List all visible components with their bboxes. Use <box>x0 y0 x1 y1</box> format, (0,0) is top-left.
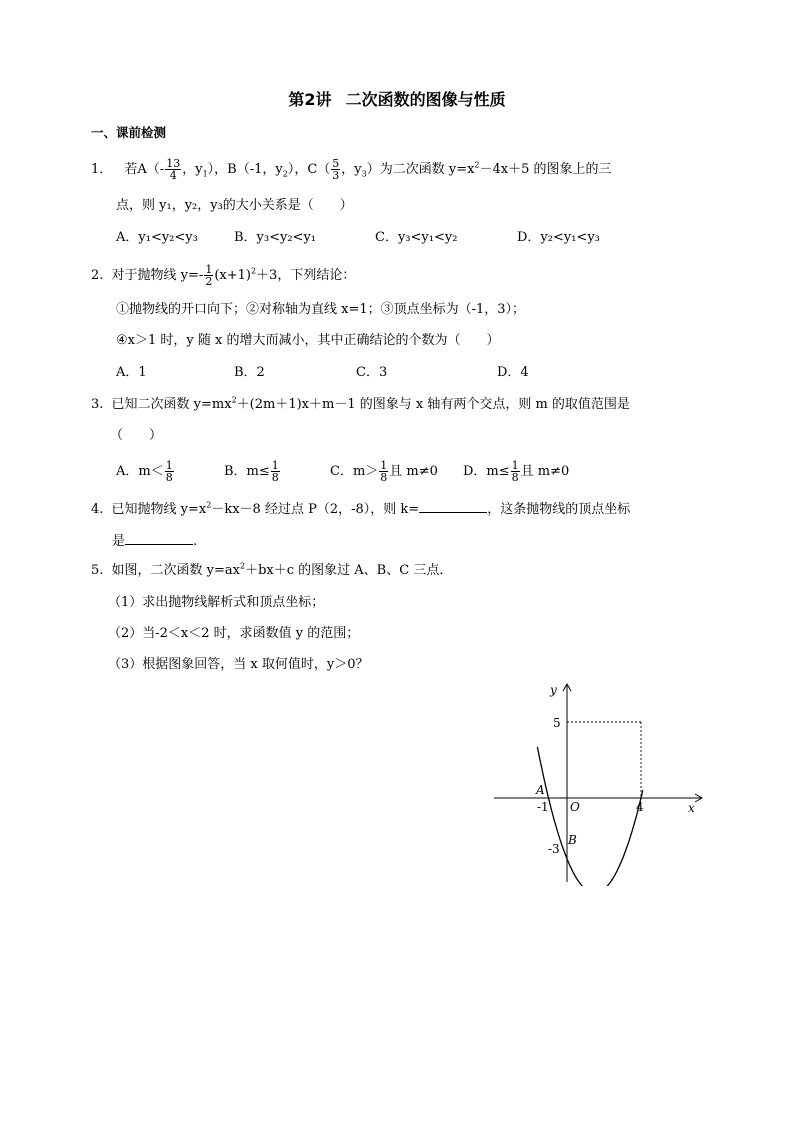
answer-blank-vertex[interactable] <box>125 530 193 545</box>
q5-part-1: （1）求出抛物线解析式和顶点坐标； <box>108 595 325 610</box>
q4-line1: 4. 已知抛物线 $y=x^2-kx-8$ 经过点 P（2，-8），则 k= ，这条抛物线的顶点坐标 <box>91 498 630 519</box>
y-tick-label-5: 5 <box>553 716 561 730</box>
q5-line1: 5. 如图，二次函数 $y=ax^2+bx+c$ 的图象过 A、B、C 三点． <box>91 561 453 578</box>
q2-option-d: D．4 <box>497 365 529 380</box>
q3-option-c: C．m＞ $\frac{1}{8}$ 且 m≠0 <box>330 459 438 484</box>
lecture-topic: 二次函数的图像与性质 <box>345 90 506 109</box>
parabola-curve <box>537 747 642 886</box>
fraction: $\frac{1}{8}$ <box>271 459 279 484</box>
point-label-a: A <box>536 783 545 797</box>
q3-option-d: D．m≤ $\frac{1}{8}$ 且 m≠0 <box>463 459 570 484</box>
x-axis-label: x <box>688 801 695 815</box>
q3-number: 3. <box>91 397 104 412</box>
q2-option-b: B．2 <box>234 365 265 380</box>
point-label-b: B <box>568 833 577 847</box>
y-tick-label-neg3: -3 <box>548 842 560 856</box>
q3-line1: 3. 已知二次函数 $y=mx^2+(2m+1)x+m-1$ 的图象与 x 轴有两个交点，则 m 的取值范围是 <box>91 395 630 412</box>
parabola-graph <box>488 676 714 886</box>
q5-part-3: （3）根据图象回答，当 x 取何值时，y＞0？ <box>108 657 369 672</box>
section-heading: 一、课前检测 <box>91 125 167 140</box>
q3-line2: （ ） <box>110 428 163 443</box>
q4-line2: 是 . <box>112 530 197 551</box>
fraction: $\frac{1}{8}$ <box>511 459 519 484</box>
q2-line3: ④x＞1 时，y 随 x 的增大而减小，其中正确结论的个数为（ ） <box>116 333 500 348</box>
q3-option-b: B．m≤ $\frac{1}{8}$ <box>224 459 279 484</box>
q2-option-c: C．3 <box>356 365 388 380</box>
fraction: $\frac{13}{4}$ <box>166 157 181 182</box>
q2-line2: ①抛物线的开口向下；②对称轴为直线 x=1；③顶点坐标为（-1，3）； <box>116 302 526 317</box>
answer-blank-k[interactable] <box>419 498 487 513</box>
origin-label: O <box>570 800 580 814</box>
lecture-number: 第2讲 <box>288 90 332 109</box>
q5-number: 5. <box>91 563 104 578</box>
fraction: $\frac{1}{2}$ <box>205 263 213 288</box>
q1-line2: 点，则 y₁，y₂，y₃的大小关系是（ ） <box>116 198 353 213</box>
fraction: $\frac{5}{3}$ <box>332 157 340 182</box>
q2-option-a: A．1 <box>116 365 147 380</box>
q2-line1: 2. 对于抛物线 y=- $\frac{1}{2}$ $(x+1)^2+3$，下列结论： <box>91 263 356 288</box>
q1-option-d: D．y₂<y₁<y₃ <box>517 230 600 245</box>
fraction: $\frac{1}{8}$ <box>165 459 173 484</box>
q1-option-c: C．y₃<y₁<y₂ <box>375 230 458 245</box>
q3-option-a: A．m＜ $\frac{1}{8}$ <box>116 459 173 484</box>
y-axis-label: y <box>550 683 557 697</box>
q1-option-a: A．y₁<y₂<y₃ <box>116 230 198 245</box>
q5-part-2: （2）当-2＜x＜2 时，求函数值 y 的范围； <box>108 626 360 641</box>
q1-number: 1． <box>91 162 113 177</box>
q2-number: 2. <box>91 268 104 283</box>
q1-line1: 1． 若A（- $\frac{13}{4}$ ，$y_1$），B（-1，$y_2$），C（ $\frac{5}{3}$ ，$y_3$）为二次函数 $y=x^2-4x+5$ 的图象上的三 <box>91 157 612 182</box>
x-tick-label-4: 4 <box>636 800 644 814</box>
q4-number: 4. <box>91 502 104 517</box>
fraction: $\frac{1}{8}$ <box>380 459 388 484</box>
x-tick-label-neg1: -1 <box>537 800 549 814</box>
q1-option-b: B．y₃<y₂<y₁ <box>234 230 317 245</box>
page-title <box>0 87 794 110</box>
